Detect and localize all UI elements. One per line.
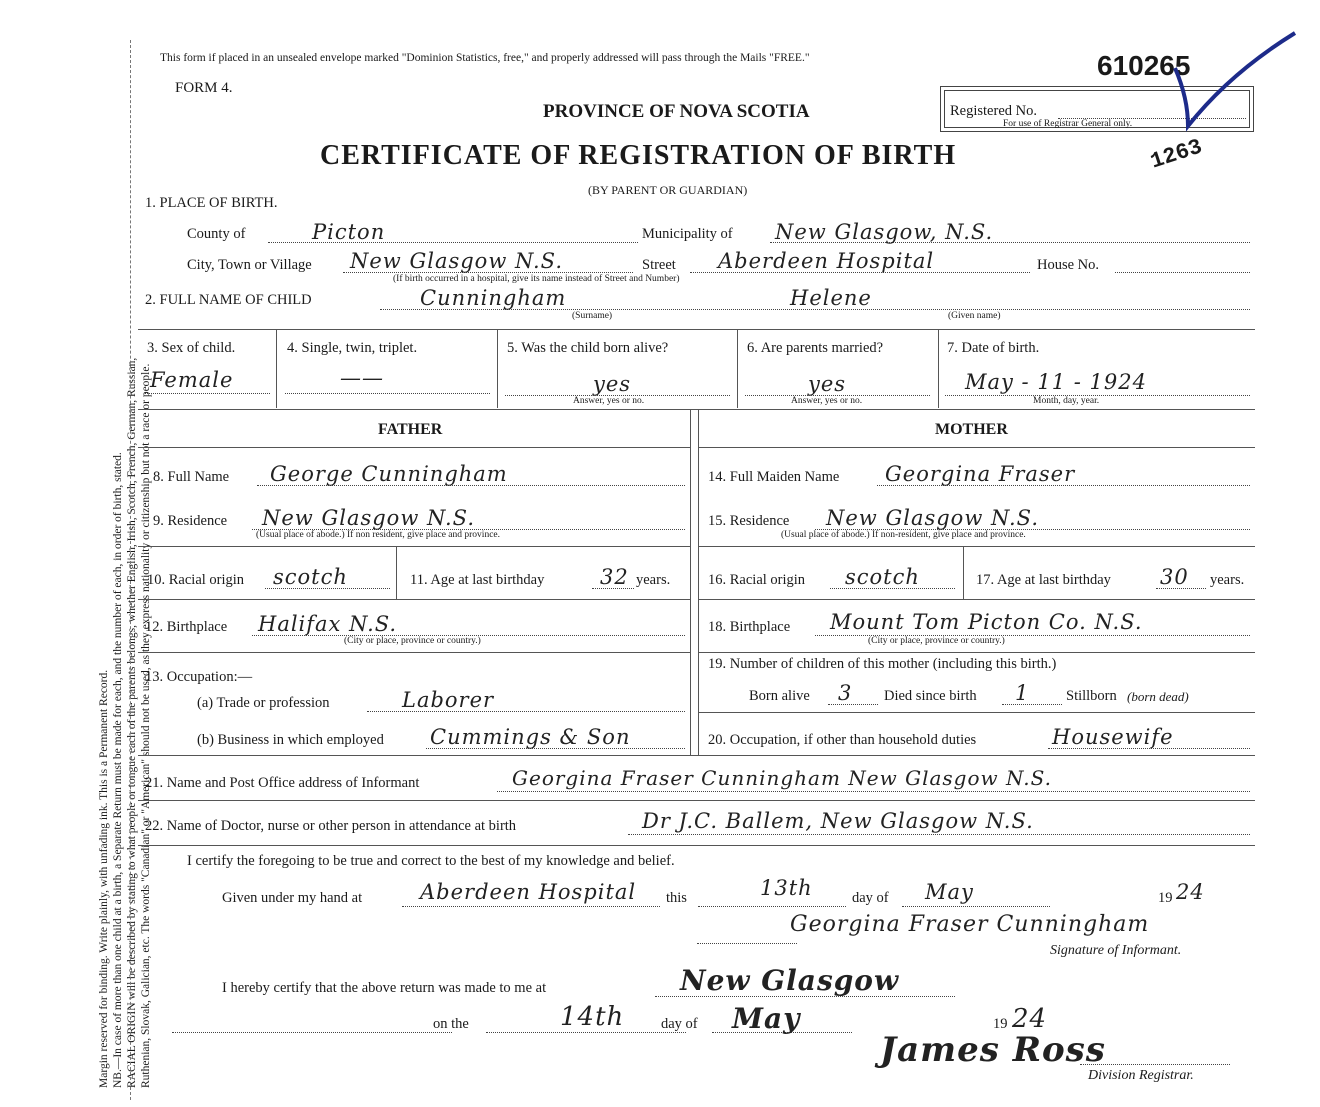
margin-note: NB.—In case of more than one child at a birth, a Separate Return must be made for each, and the number of each, in order of birth, stated. <box>112 452 124 1088</box>
born-alive-count: 3 <box>838 681 853 705</box>
given-place: Aberdeen Hospital <box>420 880 637 904</box>
registrar-certify-text: I hereby certify that the above return was made to me at <box>222 980 547 996</box>
registrar-signature: James Ross <box>880 1030 1106 1070</box>
plurality-value: —— <box>340 366 384 390</box>
father-birthplace-value: Halifax N.S. <box>258 612 398 636</box>
father-name-label: 8. Full Name <box>153 469 230 485</box>
plurality-label: 4. Single, twin, triplet. <box>287 340 418 356</box>
day-of-label: day of <box>852 890 889 906</box>
father-residence-note: (Usual place of abode.) If non resident, give place and province. <box>256 530 500 540</box>
father-birthplace-label: 12. Birthplace <box>145 619 228 635</box>
house-label: House No. <box>1037 257 1100 273</box>
registrar-year: 24 <box>1012 1004 1048 1034</box>
year-prefix: 19 <box>1158 890 1173 906</box>
business-label: (b) Business in which employed <box>197 732 384 748</box>
mother-name-value: Georgina Fraser <box>885 462 1076 486</box>
parents-married-value: yes <box>808 372 847 396</box>
dob-label: 7. Date of birth. <box>947 340 1040 356</box>
registrar-month: May <box>732 1002 801 1035</box>
father-age-value: 32 <box>600 565 629 589</box>
hospital-note: (If birth occurred in a hospital, give its name instead of Street and Number) <box>393 274 680 284</box>
born-alive-count-label: Born alive <box>749 688 810 704</box>
informant-label: 21. Name and Post Office address of Informant <box>145 775 420 791</box>
informant-value: Georgina Fraser Cunningham New Glasgow N.S. <box>512 766 1052 790</box>
margin-note: Ruthenian, Slovak, Galician, etc. The words "Canadian" or "American" should not be used, as they express nationality or citizenship but not a race or people. <box>140 363 152 1088</box>
this-label: this <box>666 890 687 906</box>
sex-label: 3. Sex of child. <box>147 340 236 356</box>
page-subtitle: (BY PARENT OR GUARDIAN) <box>588 183 748 197</box>
county-value: Picton <box>312 220 386 244</box>
serial-number: 610265 <box>1097 50 1191 81</box>
margin-line <box>130 40 131 1100</box>
registrar-general-note: For use of Registrar General only. <box>1003 119 1133 129</box>
registered-label: Registered No. <box>950 103 1037 119</box>
place-heading: 1. PLACE OF BIRTH. <box>145 195 278 211</box>
born-alive-note: Answer, yes or no. <box>573 396 645 406</box>
father-residence-label: 9. Residence <box>153 513 228 529</box>
division-registrar-label: Division Registrar. <box>1088 1068 1194 1083</box>
registrar-day-of: day of <box>661 1016 698 1032</box>
dob-value: May - 11 - 1924 <box>965 370 1147 394</box>
street-label: Street <box>642 257 676 273</box>
mother-name-label: 14. Full Maiden Name <box>708 469 840 485</box>
father-race-value: scotch <box>273 565 348 589</box>
doctor-value: Dr J.C. Ballem, New Glasgow N.S. <box>642 809 1034 833</box>
mother-occupation-label: 20. Occupation, if other than household duties <box>708 732 977 748</box>
mother-years: years. <box>1210 572 1245 588</box>
stillborn-note: (born dead) <box>1127 689 1189 704</box>
father-birthplace-note: (City or place, province or country.) <box>344 636 481 646</box>
doctor-label: 22. Name of Doctor, nurse or other person in attendance at birth <box>145 818 517 834</box>
born-alive-label: 5. Was the child born alive? <box>507 340 669 356</box>
signature-label: Signature of Informant. <box>1050 943 1182 958</box>
father-residence-value: New Glasgow N.S. <box>262 506 475 530</box>
city-label: City, Town or Village <box>187 257 312 273</box>
given-day: 13th <box>760 876 813 900</box>
died-label: Died since birth <box>884 688 977 704</box>
father-heading: FATHER <box>378 421 443 438</box>
mother-race-value: scotch <box>845 565 920 589</box>
registration-stamp: 1263 <box>1147 134 1206 175</box>
father-occupation-label: 13. Occupation:— <box>145 669 253 685</box>
registrar-place: New Glasgow <box>680 964 900 997</box>
mother-residence-value: New Glasgow N.S. <box>826 506 1039 530</box>
children-count-label: 19. Number of children of this mother (including this birth.) <box>708 656 1057 672</box>
father-race-label: 10. Racial origin <box>147 572 245 588</box>
mother-age-label: 17. Age at last birthday <box>976 572 1111 588</box>
mother-residence-note: (Usual place of abode.) If non-resident, give place and province. <box>781 530 1026 540</box>
mother-race-label: 16. Racial origin <box>708 572 806 588</box>
page-title: CERTIFICATE OF REGISTRATION OF BIRTH <box>320 140 957 171</box>
mother-birthplace-label: 18. Birthplace <box>708 619 791 635</box>
father-years: years. <box>636 572 671 588</box>
city-value: New Glasgow N.S. <box>350 249 563 273</box>
municipality-label: Municipality of <box>642 226 733 242</box>
mail-notice: This form if placed in an unsealed envelope marked "Dominion Statistics, free," and properly addressed will pass through the Mails "FREE." <box>160 52 810 64</box>
municipality-value: New Glasgow, N.S. <box>775 220 994 244</box>
street-value: Aberdeen Hospital <box>718 249 935 273</box>
mother-residence-label: 15. Residence <box>708 513 790 529</box>
on-the-label: on the <box>433 1016 469 1032</box>
form-number: FORM 4. <box>175 80 233 96</box>
province-title: PROVINCE OF NOVA SCOTIA <box>543 101 810 122</box>
mother-occupation-value: Housewife <box>1052 725 1174 749</box>
given-name-note: (Given name) <box>948 311 1001 321</box>
born-alive-value: yes <box>593 372 632 396</box>
informant-signature: Georgina Fraser Cunningham <box>790 912 1150 937</box>
certify-text: I certify the foregoing to be true and correct to the best of my knowledge and belief. <box>187 853 675 869</box>
surname-note: (Surname) <box>572 311 613 321</box>
mother-birthplace-value: Mount Tom Picton Co. N.S. <box>830 610 1143 634</box>
given-year: 24 <box>1176 880 1205 904</box>
dob-note: Month, day, year. <box>1033 396 1100 406</box>
mother-birthplace-note: (City or place, province or country.) <box>868 636 1005 646</box>
county-label: County of <box>187 226 246 242</box>
trade-value: Laborer <box>402 688 495 712</box>
given-under-label: Given under my hand at <box>222 890 363 906</box>
registrar-year-prefix: 19 <box>993 1016 1008 1032</box>
parents-married-label: 6. Are parents married? <box>747 340 884 356</box>
margin-note: Margin reserved for binding. Write plainly, with unfading ink. This is a Permanent Record. <box>98 669 110 1088</box>
given-month: May <box>925 880 974 904</box>
father-name-value: George Cunningham <box>270 462 508 486</box>
business-value: Cummings & Son <box>430 725 631 749</box>
mother-heading: MOTHER <box>935 421 1008 438</box>
trade-label: (a) Trade or profession <box>197 695 330 711</box>
father-age-label: 11. Age at last birthday <box>410 572 545 588</box>
parents-married-note: Answer, yes or no. <box>791 396 863 406</box>
child-name-label: 2. FULL NAME OF CHILD <box>145 292 312 308</box>
died-count: 1 <box>1015 681 1030 705</box>
mother-age-value: 30 <box>1160 565 1189 589</box>
margin-note: RACIAL ORIGIN will be described by stating to what people or tongue each of the parents belongs, whether English, Irish, Scotch, French, German, Russian, <box>126 357 138 1088</box>
sex-value: Female <box>150 368 234 392</box>
registrar-day: 14th <box>560 1002 625 1032</box>
child-surname: Cunningham <box>420 286 567 310</box>
child-given-name: Helene <box>790 286 872 310</box>
checkmark-icon <box>1170 28 1300 133</box>
stillborn-label: Stillborn <box>1066 688 1117 704</box>
